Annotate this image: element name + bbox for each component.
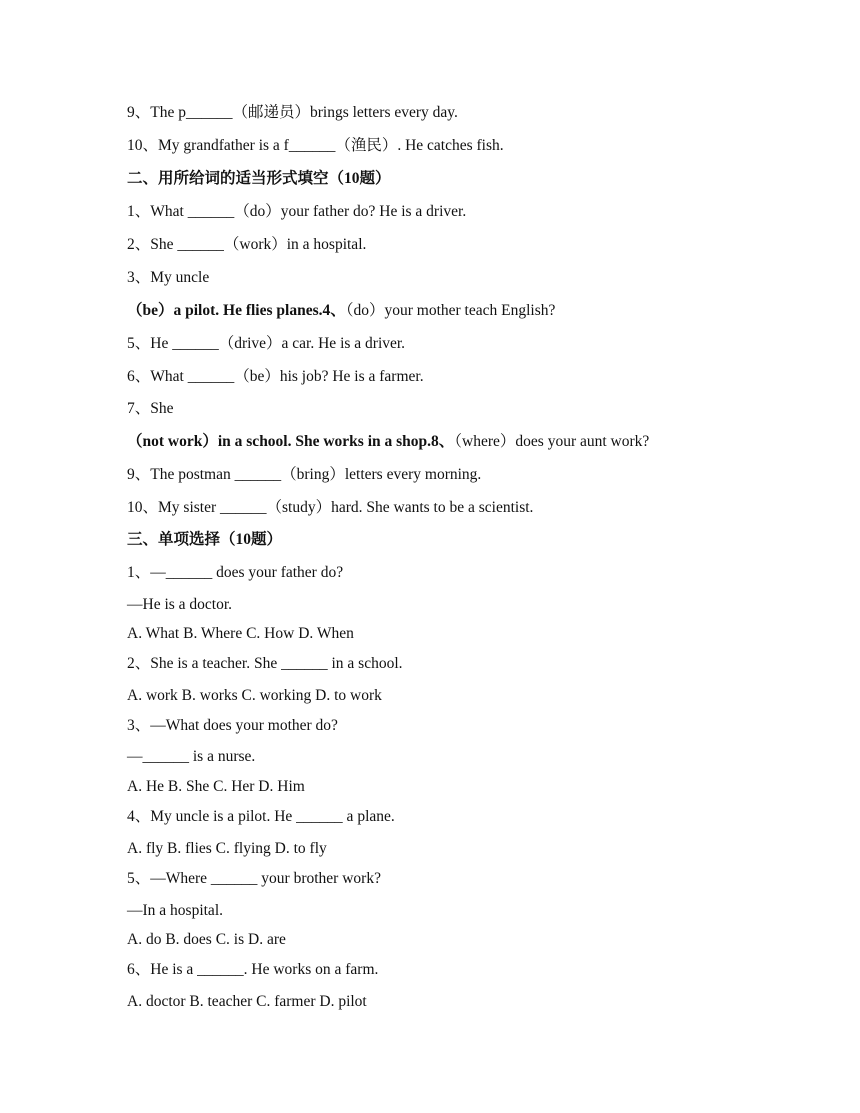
question-text: 6、He is a ______. He works on a farm. <box>127 961 379 978</box>
question-text: 4、My uncle is a pilot. He ______ a plane. <box>127 808 395 825</box>
question-text: 2、She is a teacher. She ______ in a school. <box>127 655 403 672</box>
bold-fragment: （be）a pilot. He flies planes.4、 <box>127 302 346 319</box>
bold-fragment: （not work）in a school. She works in a shop.8、 <box>127 433 455 450</box>
question-text: 7、She <box>127 400 174 417</box>
question-text: 1、What ______（do）your father do? He is a driver. <box>127 203 467 220</box>
question-text: 3、My uncle <box>127 269 210 286</box>
question-text: 10、My grandfather is a f______（渔民）. He catches fish. <box>127 137 504 154</box>
question-text: 10、My sister ______（study）hard. She wants to be a scientist. <box>127 499 534 516</box>
options-text: A. He B. She C. Her D. Him <box>127 778 305 795</box>
options-text: A. doctor B. teacher C. farmer D. pilot <box>127 993 367 1010</box>
options-text: A. work B. works C. working D. to work <box>127 687 382 704</box>
answer-text: —______ is a nurse. <box>127 748 256 765</box>
question-text: 6、What ______（be）his job? He is a farmer. <box>127 368 424 385</box>
question-text: （where）does your aunt work? <box>454 433 650 450</box>
question-text: 9、The postman ______（bring）letters every morning. <box>127 466 482 483</box>
question-text: 9、The p______（邮递员）brings letters every day. <box>127 104 458 121</box>
question-text-continued <box>127 432 649 452</box>
section-heading: 三、单项选择（10题） <box>127 531 283 548</box>
question-text: 5、He ______（drive）a car. He is a driver. <box>127 335 406 352</box>
options-text: A. do B. does C. is D. are <box>127 931 286 948</box>
options-text: A. fly B. flies C. flying D. to fly <box>127 840 327 857</box>
options-text: A. What B. Where C. How D. When <box>127 625 354 642</box>
section-heading: 二、用所给词的适当形式填空（10题） <box>127 170 391 187</box>
question-text: 1、—______ does your father do? <box>127 564 344 581</box>
answer-text: —He is a doctor. <box>127 596 233 613</box>
question-text: 3、—What does your mother do? <box>127 717 338 734</box>
question-text: 2、She ______（work）in a hospital. <box>127 236 367 253</box>
question-text: 5、—Where ______ your brother work? <box>127 870 381 887</box>
answer-text: —In a hospital. <box>127 902 223 919</box>
question-text: （do）your mother teach English? <box>345 302 556 319</box>
question-text-continued <box>127 301 555 321</box>
